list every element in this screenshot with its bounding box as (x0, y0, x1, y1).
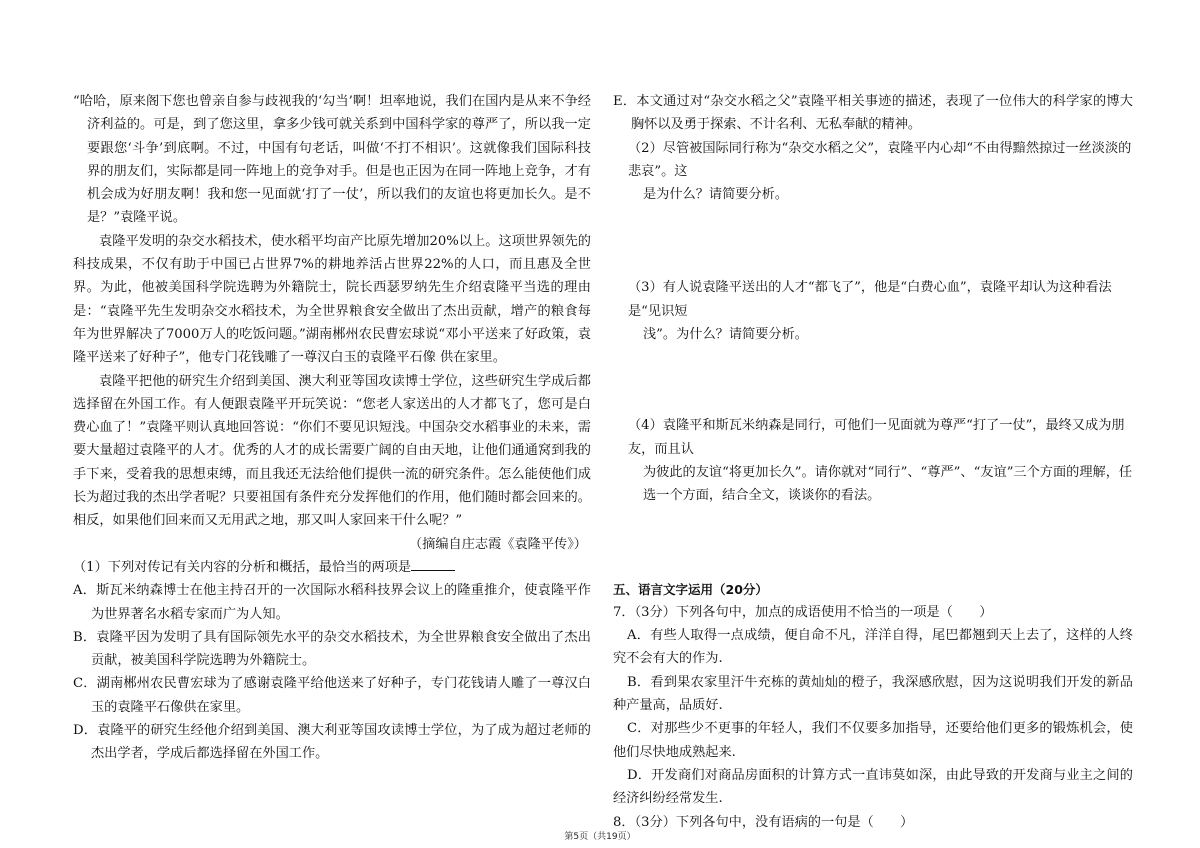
question-7-choice-d: D．开发商们对商品房面积的计算方式一直讳莫如深，由此导致的开发商与业主之间的经济纠纷经常发生. (613, 767, 1133, 807)
option-a: A．斯瓦米纳森博士在他主持召开的一次国际水稻科技界会议上的隆重推介，使袁隆平作为世界著名水稻专家而广为人知。 (73, 583, 591, 622)
answer-space-3 (613, 346, 1133, 414)
question-4-line1: （4）袁隆平和斯瓦米纳森是同行，可他们一见面就为尊严“打了一仗”，最终又成为朋友，而且认 (628, 418, 1125, 457)
question-3 (613, 276, 1133, 346)
question-4 (613, 414, 1133, 507)
question-1-text: （1）下列对传记有关内容的分析和概括，最恰当的两项是 (73, 559, 412, 575)
right-column (613, 90, 1133, 834)
question-8-stem: 8．（3分）下列各句中，没有语病的一句是（ ） (613, 814, 914, 830)
question-3-line1: （3）有人说袁隆平送出的人才“都飞了”，他是“白费心血”，袁隆平却认为这种看法是“见识短 (628, 280, 1112, 319)
option-e: E．本文通过对“杂交水稻之父”袁隆平相关事迹的描述，表现了一位伟大的科学家的博大胸怀以及勇于探索、不计名利、无私奉献的精神。 (613, 94, 1133, 133)
option-c: C．湖南郴州农民曹宏球为了感谢袁隆平给他送来了好种子，专门花钱请人雕了一尊汉白玉的袁隆平石像供在家里。 (73, 676, 591, 715)
option-b: B．袁隆平因为发明了具有国际领先水平的杂交水稻技术，为全世界粮食安全做出了杰出贡献，被美国科学院选聘为外籍院士。 (73, 629, 591, 669)
question-7-choice-a: A．有些人取得一点成绩，便自命不凡，洋洋自得，尾巴都翘到天上去了，这样的人终究不会有大的作为. (613, 628, 1133, 667)
question-7-choice-b: B．看到果农家里汗牛充栋的黄灿灿的橙子，我深感欣慰，因为这说明我们开发的新品种产量高，品质好. (613, 674, 1133, 714)
question-2 (613, 137, 1133, 207)
passage-paragraph-1: “哈哈，原来阁下您也曾亲自参与歧视我的‘勾当’啊！坦率地说，我们在国内是从来不争经济利益的。可是，到了您这里，拿多少钱可就关系到中国科学家的尊严了，所以我一定要跟您‘斗争’到底啊。不过，中国有句老话，叫做‘不打不相识’。这就像我们国际科技界的朋友们，实际都是同一阵地上的竞争对手。但是也正因为在同一阵地上竞争，才有机会成为好朋友啊！我和您一见面就‘打了一仗’，所以我们的友谊也将更加长久。是不是？”袁隆平说。 (73, 94, 591, 226)
question-2-line2: 是为什么？请简要分析。 (643, 187, 789, 203)
passage-source: （摘编自庄志霞《袁隆平传》） (408, 536, 587, 552)
question-3-line2: 浅”。为什么？请简要分析。 (643, 327, 808, 343)
question-4-line2: 为彼此的友谊“将更加长久”。请你就对“同行”、“尊严”、“友谊”三个方面的理解，任选一个方面，结合全文，谈谈你的看法。 (643, 464, 1133, 504)
passage-paragraph-2: 袁隆平发明的杂交水稻技术，使水稻平均亩产比原先增加20%以上。这项世界领先的科技成果，不仅有助于中国已占世界7%的耕地养活占世界22%的人口，而且惠及全世界。为此，他被美国科学院选聘为外籍院士，院长西瑟罗纳先生介绍袁隆平当选的理由是：“袁隆平先生发明杂交水稻技术，为全世界粮食安全做出了杰出贡献，增产的粮食每年为世界解决了7000万人的吃饭问题。”湖南郴州农民曹宏球说“邓小平送来了好政策，袁隆平送来了好种子”，他专门花钱雕了一尊汉白玉的袁隆平石像 供在家里。 (73, 233, 591, 366)
question-2-line1: （2）尽管被国际同行称为“杂交水稻之父”，袁隆平内心却“不由得黯然掠过一丝淡淡的悲哀”。这 (628, 140, 1132, 179)
left-column (73, 90, 591, 766)
passage-paragraph-3: 袁隆平把他的研究生介绍到美国、澳大利亚等国攻读博士学位，这些研究生学成后都选择留在外国工作。有人便跟袁隆平开玩笑说：“您老人家送出的人才都飞了，您可是白费心血了！”袁隆平则认真地回答说：“你们不要见识短浅。中国杂交水稻事业的未来，需要大量超过袁隆平的人才。优秀的人才的成长需要广阔的自由天地，让他们通通窝到我的手下来，受着我的思想束缚，而且我还无法给他们提供一流的研究条件。怎么能使他们成长为超过我的杰出学者呢？只要祖国有条件充分发挥他们的作用，他们随时都会回来的。相反，如果他们回来而又无用武之地，那又叫人家回来干什么呢？” (73, 373, 591, 529)
answer-blank[interactable] (411, 558, 455, 571)
question-1-stem (73, 556, 591, 579)
section-5-title: 五、语言文字运用（20分） (613, 581, 768, 597)
question-7-choice-c: C．对那些少不更事的年轻人，我们不仅要多加指导，还要给他们更多的锻炼机会，使他们尽快地成熟起来. (613, 721, 1133, 760)
question-7-stem: 7．（3分）下列各句中，加点的成语使用不恰当的一项是（ ） (613, 604, 993, 620)
answer-space-4 (613, 508, 1133, 578)
option-d: D．袁隆平的研究生经他介绍到美国、澳大利亚等国攻读博士学位，为了成为超过老师的杰出学者，学成后都选择留在外国工作。 (73, 723, 591, 762)
answer-space-2 (613, 206, 1133, 276)
page-number: 第5页（共19页） (564, 832, 636, 842)
